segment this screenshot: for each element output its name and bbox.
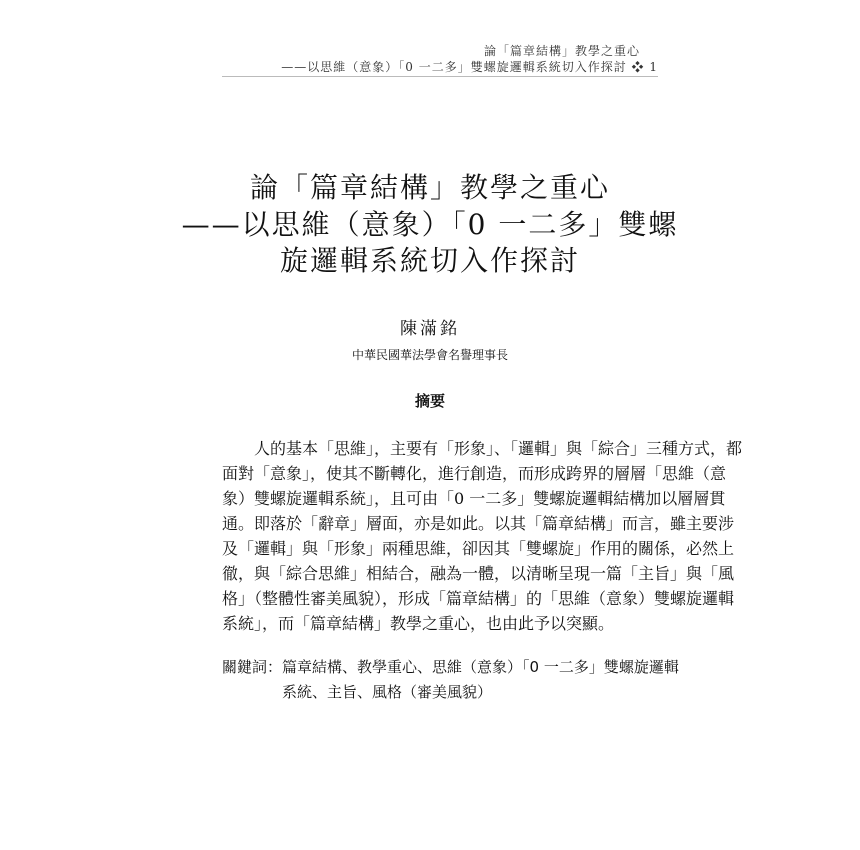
keywords-line-2: 系統、主旨、風格（審美風貌） — [282, 683, 493, 701]
title-line-1: 論「篇章結構」教學之重心 — [249, 171, 610, 204]
abstract-heading: 摘要 — [414, 392, 445, 410]
running-header-title: 論「篇章結構」教學之重心 — [483, 44, 640, 58]
abstract-line: 徹，與「綜合思維」相結合，融為一體，以清晰呈現一篇「主旨」與「風 — [222, 564, 735, 583]
header-rule — [222, 76, 658, 77]
abstract-line: 人的基本「思維」，主要有「形象」、「邏輯」與「綜合」三種方式，都 — [254, 439, 743, 458]
running-header-subtitle: ——以思維（意象）「0 一二多」雙螺旋邏輯系統切入作探討 ❖ 1 — [281, 60, 658, 74]
abstract-line: 及「邏輯」與「形象」兩種思維，卻因其「雙螺旋」作用的關係，必然上 — [222, 539, 735, 558]
title-line-3: 旋邏輯系統切入作探討 — [279, 244, 580, 277]
title-line-2: ——以思維（意象）「0 一二多」雙螺 — [181, 208, 679, 241]
abstract-body — [222, 436, 743, 636]
keywords — [222, 655, 679, 705]
author: 陳滿銘 — [400, 319, 460, 339]
abstract-line: 通。即落於「辭章」層面，亦是如此。以其「篇章結構」而言，雖主要涉 — [222, 514, 735, 533]
abstract-line: 系統」，而「篇章結構」教學之重心，也由此予以突顯。 — [222, 614, 615, 633]
abstract-line: 格」（整體性審美風貌），形成「篇章結構」的「思維（意象）雙螺旋邏輯 — [222, 589, 735, 608]
abstract-line: 象）雙螺旋邏輯系統」，且可由「0 一二多」雙螺旋邏輯結構加以層層貫 — [222, 489, 726, 508]
abstract-line: 面對「意象」，使其不斷轉化，進行創造，而形成跨界的層層「思維（意 — [222, 464, 727, 483]
affiliation: 中華民國華法學會名譽理事長 — [351, 348, 508, 362]
keywords-line-1: 關鍵詞：篇章結構、教學重心、思維（意象）「0 一二多」雙螺旋邏輯 — [222, 658, 679, 676]
